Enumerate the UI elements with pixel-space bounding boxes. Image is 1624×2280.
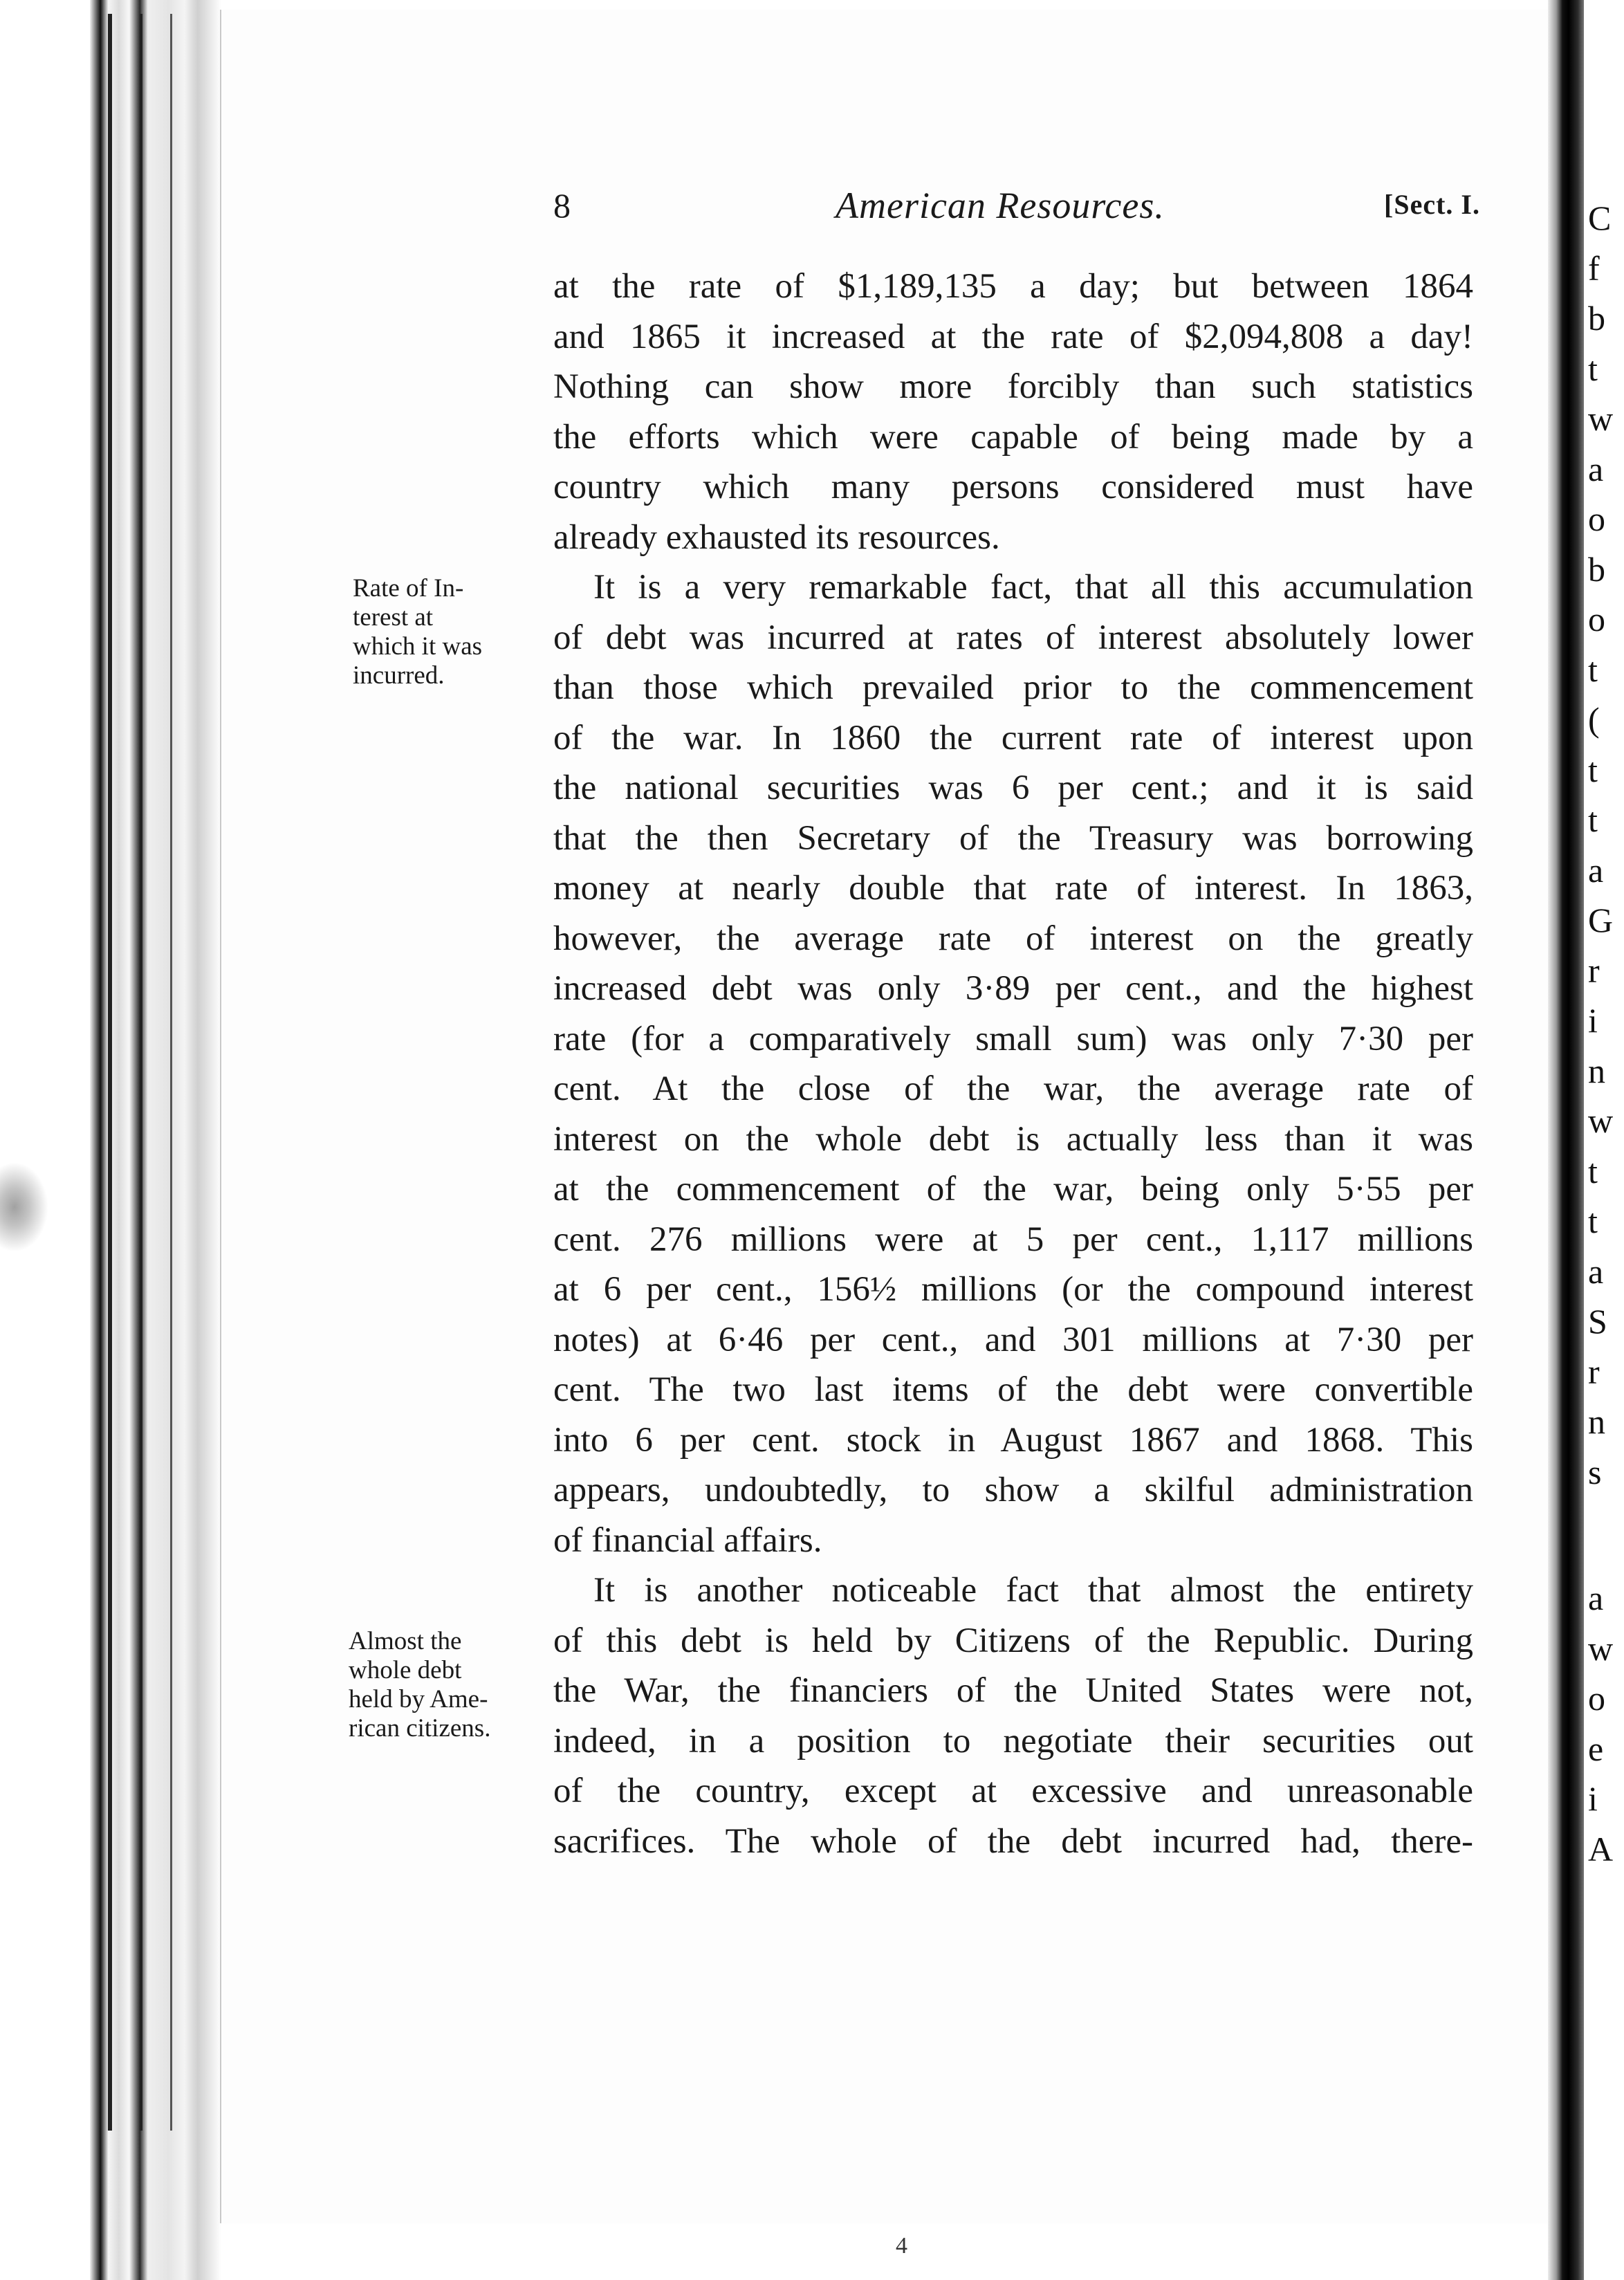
facing-page-letter: t [1588,750,1598,789]
paragraph-start: It is a very remarkable fact, that all this accumulation [593,568,1473,607]
text-line: that the then Secretary of the Treasury was borrowing [553,818,1473,858]
text-line: of the war. In 1860 the current rate of interest upon [553,718,1473,757]
text-line: cent. At the close of the war, the average rate of [553,1069,1473,1108]
gutter-line [170,14,172,2131]
facing-page-letter: s [1588,1452,1602,1491]
facing-page-letter: t [1588,800,1598,839]
page-number: 8 [553,186,571,225]
section-reference: [Sect. I. [1384,189,1480,220]
text-line: into 6 per cent. stock in August 1867 and 1868. This [553,1420,1473,1460]
facing-page-letter: ( [1588,700,1600,739]
facing-page-letter: S [1588,1302,1607,1341]
facing-page-letter: o [1588,600,1605,638]
running-title: American Resources. [836,185,1165,226]
page-fold-shadow [1548,0,1569,2280]
facing-page-letter: n [1588,1051,1605,1090]
text-line: country which many persons considered must have [553,468,1473,506]
facing-page-letter: f [1588,248,1600,288]
text-line: sacrifices. The whole of the debt incurred had, there- [553,1821,1473,1861]
text-line: appears, undoubtedly, to show a skilful administration [553,1471,1473,1509]
page-header [553,181,1480,230]
text-line: already exhausted its resources. [553,517,1000,557]
book-gutter [90,0,221,2280]
margin-note-debt-holders [349,1627,522,1743]
text-line: of financial affairs. [553,1520,822,1560]
facing-page-letter: A [1588,1829,1614,1868]
facing-page-letter: G [1588,901,1614,939]
facing-page-letter: a [1588,850,1604,890]
facing-page-shadow [1569,0,1584,2280]
margin-note-line: rican citizens. [349,1714,491,1743]
text-line: notes) at 6·46 per cent., and 301 millions at 7·30 per [553,1320,1473,1359]
text-line: money at nearly double that rate of interest. In 1863, [553,869,1473,908]
text-line: of debt was incurred at rates of interest absolutely lower [553,618,1473,657]
facing-page-letter: t [1588,1151,1598,1190]
facing-page-letter: C [1588,199,1612,237]
facing-page-letter: r [1588,950,1600,990]
text-line: interest on the whole debt is actually less than it was [553,1119,1473,1159]
paragraph-start: It is another noticeable fact that almost the entirety [593,1571,1473,1610]
facing-page-letter: t [1588,349,1598,388]
text-line: Nothing can show more forcibly than such statistics [553,367,1473,406]
margin-note-line: whole debt [349,1656,462,1684]
text-line: indeed, in a position to negotiate their securities out [553,1721,1473,1760]
margin-note-line: held by Ame- [349,1685,488,1713]
scan-smudge [0,1162,48,1252]
facing-page-letter: a [1588,449,1604,488]
text-line: at the commencement of the war, being only 5·55 per [553,1170,1473,1208]
facing-page-letter: b [1588,549,1605,589]
facing-page-letter: o [1588,499,1605,538]
facing-page-letter: w [1588,1101,1614,1140]
facing-page-letter: o [1588,1679,1605,1718]
text-line: the War, the financiers of the United States were not, [553,1671,1473,1710]
margin-note-line: Almost the [349,1627,462,1655]
facing-page-fragment [1569,0,1624,2280]
facing-page-letter: t [1588,650,1598,689]
text-line: the efforts which were capable of being made by a [553,417,1473,457]
facing-page-letter: n [1588,1402,1605,1441]
gutter-line [140,14,142,2131]
text-line: of this debt is held by Citizens of the Republic. During [553,1621,1473,1660]
facing-page-letter: a [1588,1251,1604,1291]
facing-page-letter: i [1588,1001,1598,1040]
text-line: rate (for a comparatively small sum) was only 7·30 per [553,1019,1473,1058]
text-line: than those which prevailed prior to the commencement [553,668,1473,707]
facing-page-letter: w [1588,399,1614,438]
facing-page-letter: a [1588,1579,1604,1617]
text-line: cent. 276 millions were at 5 per cent., 1,117 millions [553,1220,1473,1259]
facing-page-letter: r [1588,1352,1600,1391]
margin-note-rate-of-interest [353,574,526,690]
margin-note-line: Rate of In- [353,574,464,603]
facing-page-letter: w [1588,1628,1614,1668]
gutter-line [108,14,112,2131]
margin-note-line: terest at [353,603,434,632]
text-line: cent. The two last items of the debt were convertible [553,1370,1473,1409]
text-line: of the country, except at excessive and unreasonable [553,1772,1473,1810]
body-text [553,261,1473,1866]
scan-mark: 4 [896,2233,907,2259]
text-line: however, the average rate of interest on the greatly [553,919,1473,958]
text-line: at the rate of $1,189,135 a day; but between 1864 [553,267,1473,306]
text-line: and 1865 it increased at the rate of $2,094,808 a day! [553,317,1473,356]
margin-note-line: which it was [353,632,483,661]
facing-page-letter: t [1588,1202,1598,1240]
facing-page-letter: b [1588,299,1605,338]
margin-note-line: incurred. [353,661,445,690]
facing-page-letter: i [1588,1779,1598,1818]
text-line: the national securities was 6 per cent.; and it is said [553,769,1473,807]
facing-page-letter: e [1588,1729,1604,1768]
text-line: increased debt was only 3·89 per cent., and the highest [553,969,1473,1008]
text-line: at 6 per cent., 156½ millions (or the compound interest [553,1270,1473,1309]
